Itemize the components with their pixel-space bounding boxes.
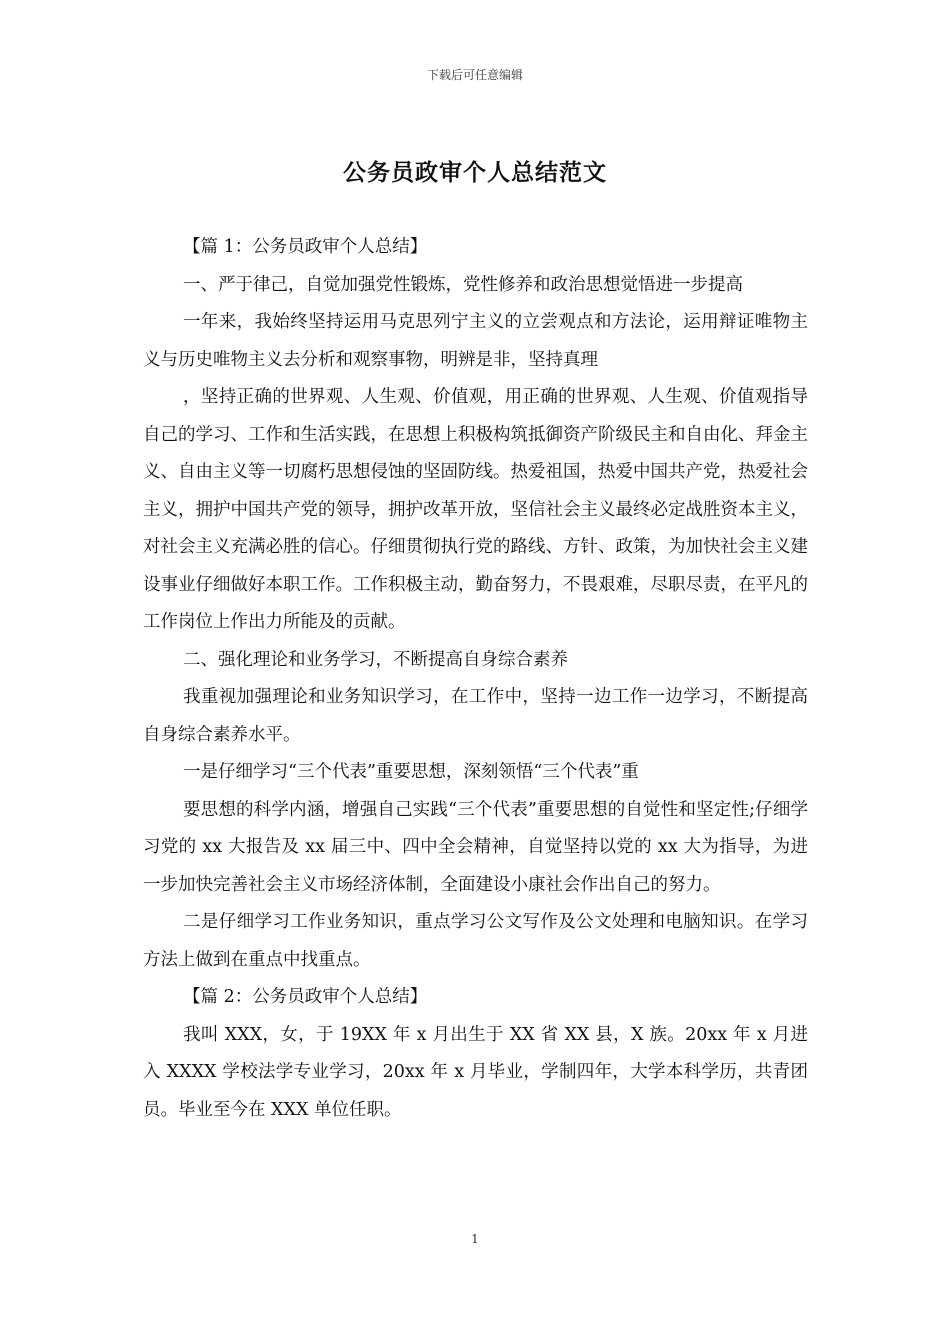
body-paragraph: 一年来，我始终坚持运用马克思列宁主义的立尝观点和方法论，运用辩证唯物主义与历史唯物主义去分析和观察事物，明辨是非，坚持真理 <box>143 312 808 370</box>
header-note: 下载后可任意编辑 <box>426 68 523 82</box>
body-paragraph: 二是仔细学习工作业务知识，重点学习公文写作及公文处理和电脑知识。在学习方法上做到在重点中找重点。 <box>143 912 808 970</box>
subsection-heading-1: 一、严于律己，自觉加强党性锻炼，党性修养和政治思想觉悟进一步提高 <box>183 274 743 295</box>
section-heading-1: 【篇 1：公务员政审个人总结】 <box>183 237 428 257</box>
body-paragraph: 一是仔细学习“三个代表”重要思想，深刻领悟“三个代表”重 <box>183 762 639 782</box>
document-title: 公务员政审个人总结范文 <box>343 159 607 186</box>
page-number: 1 <box>471 1232 479 1246</box>
body-paragraph: 我叫 XXX，女，于 19XX 年 x 月出生于 XX 省 XX 县，X 族。20xx 年 x 月进入 XXXX 学校法学专业学习，20xx 年 x 月毕业，学制四年，大学本科学历，共青团员。毕业至今在 XXX 单位任职。 <box>143 1024 808 1120</box>
subsection-heading-2: 二、强化理论和业务学习，不断提高自身综合素养 <box>183 649 568 670</box>
document-body <box>143 229 808 1129</box>
body-paragraph: ，坚持正确的世界观、人生观、价值观，用正确的世界观、人生观、价值观指导自己的学习、工作和生活实践，在思想上积极构筑抵御资产阶级民主和自由化、拜金主义、自由主义等一切腐朽思想侵蚀的坚固防线。热爱祖国，热爱中国共产党，热爱社会主义，拥护中国共产党的领导，拥护改革开放，坚信社会主义最终必定战胜资本主义，对社会主义充满必胜的信心。仔细贯彻执行党的路线、方针、政策，为加快社会主义建设事业仔细做好本职工作。工作积极主动，勤奋努力，不畏艰难，尽职尽责，在平凡的工作岗位上作出力所能及的贡献。 <box>143 387 808 632</box>
body-paragraph: 我重视加强理论和业务知识学习，在工作中，坚持一边工作一边学习，不断提高自身综合素养水平。 <box>143 687 808 745</box>
body-paragraph: 要思想的科学内涵，增强自己实践“三个代表”重要思想的自觉性和坚定性;仔细学习党的 xx 大报告及 xx 届三中、四中全会精神，自觉坚持以党的 xx 大为指导，为进一步加快完善社会主义市场经济体制，全面建设小康社会作出自己的努力。 <box>143 799 808 895</box>
section-heading-2: 【篇 2：公务员政审个人总结】 <box>183 987 428 1007</box>
